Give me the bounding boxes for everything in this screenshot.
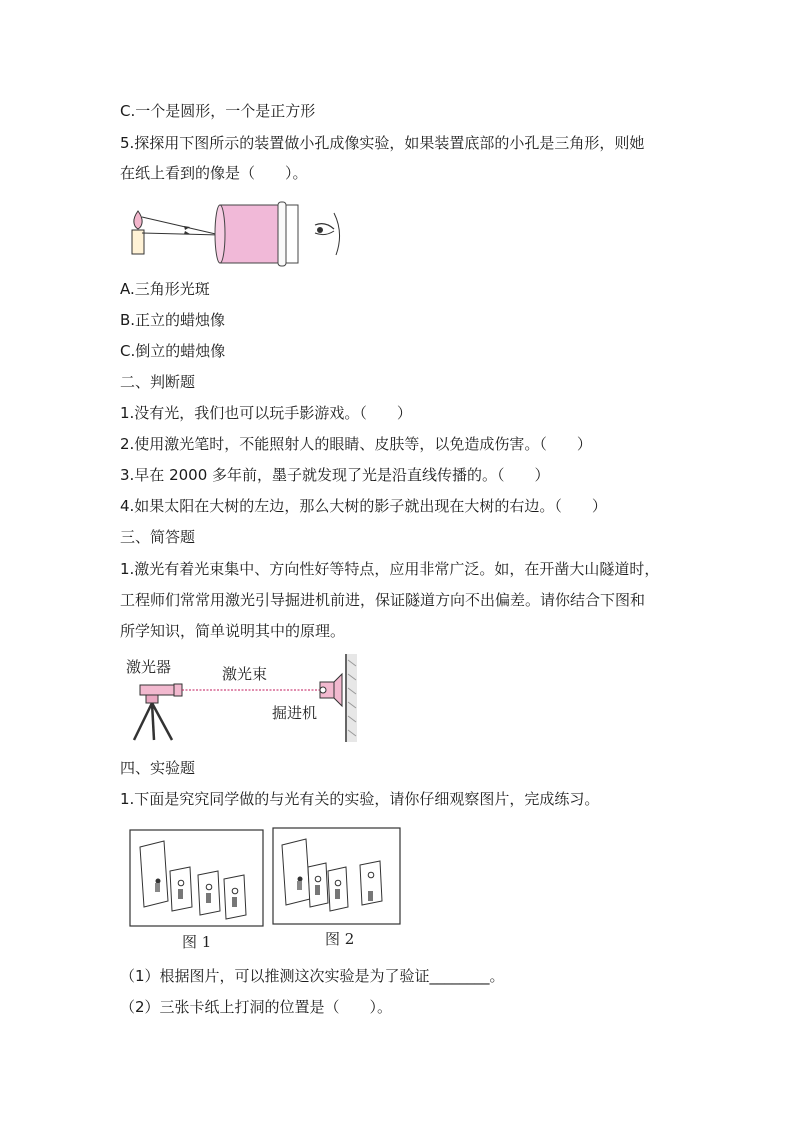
fig1-label: 图 1 bbox=[182, 933, 212, 951]
laser-figure bbox=[120, 652, 360, 742]
experiment-1: 1.下面是究究同学做的与光有关的实验，请你仔细观察图片，完成练习。 bbox=[120, 790, 600, 808]
experiment-q2: （2）三张卡纸上打洞的位置是（ ）。 bbox=[120, 998, 393, 1016]
pinhole-figure bbox=[120, 193, 350, 271]
section-4-heading: 四、实验题 bbox=[120, 759, 196, 777]
experiment-q1: （1）根据图片，可以推测这次实验是为了验证________。 bbox=[120, 967, 505, 985]
section-3-heading: 三、简答题 bbox=[120, 528, 196, 546]
laser-label: 激光器 bbox=[126, 658, 172, 676]
judge-2: 2.使用激光笔时，不能照射人的眼睛、皮肤等，以免造成伤害。（ ） bbox=[120, 435, 592, 453]
option-c-q4: C.一个是圆形，一个是正方形 bbox=[120, 102, 316, 120]
short-answer-1: 1.激光有着光束集中、方向性好等特点，应用非常广泛。如，在开凿大山隧道时， bbox=[120, 560, 660, 578]
option-c: C.倒立的蜡烛像 bbox=[120, 342, 226, 360]
option-a: A.三角形光斑 bbox=[120, 280, 210, 298]
short-answer-1-cont2: 所学知识，简单说明其中的原理。 bbox=[120, 622, 346, 640]
judge-3: 3.早在 2000 多年前，墨子就发现了光是沿直线传播的。（ ） bbox=[120, 466, 550, 484]
short-answer-1-cont: 工程师们常常用激光引导掘进机前进，保证隧道方向不出偏差。请你结合下图和 bbox=[120, 591, 646, 609]
fig2-label: 图 2 bbox=[325, 930, 355, 948]
experiment-figure bbox=[120, 823, 410, 953]
beam-label: 激光束 bbox=[222, 665, 268, 683]
judge-4: 4.如果太阳在大树的左边，那么大树的影子就出现在大树的右边。（ ） bbox=[120, 497, 607, 515]
judge-1: 1.没有光，我们也可以玩手影游戏。（ ） bbox=[120, 404, 412, 422]
section-2-heading: 二、判断题 bbox=[120, 373, 196, 391]
machine-label: 掘进机 bbox=[272, 704, 318, 722]
question-5: 5.探探用下图所示的装置做小孔成像实验，如果装置底部的小孔是三角形，则她 bbox=[120, 134, 645, 152]
option-b: B.正立的蜡烛像 bbox=[120, 311, 226, 329]
question-5-cont: 在纸上看到的像是（ ）。 bbox=[120, 164, 308, 182]
